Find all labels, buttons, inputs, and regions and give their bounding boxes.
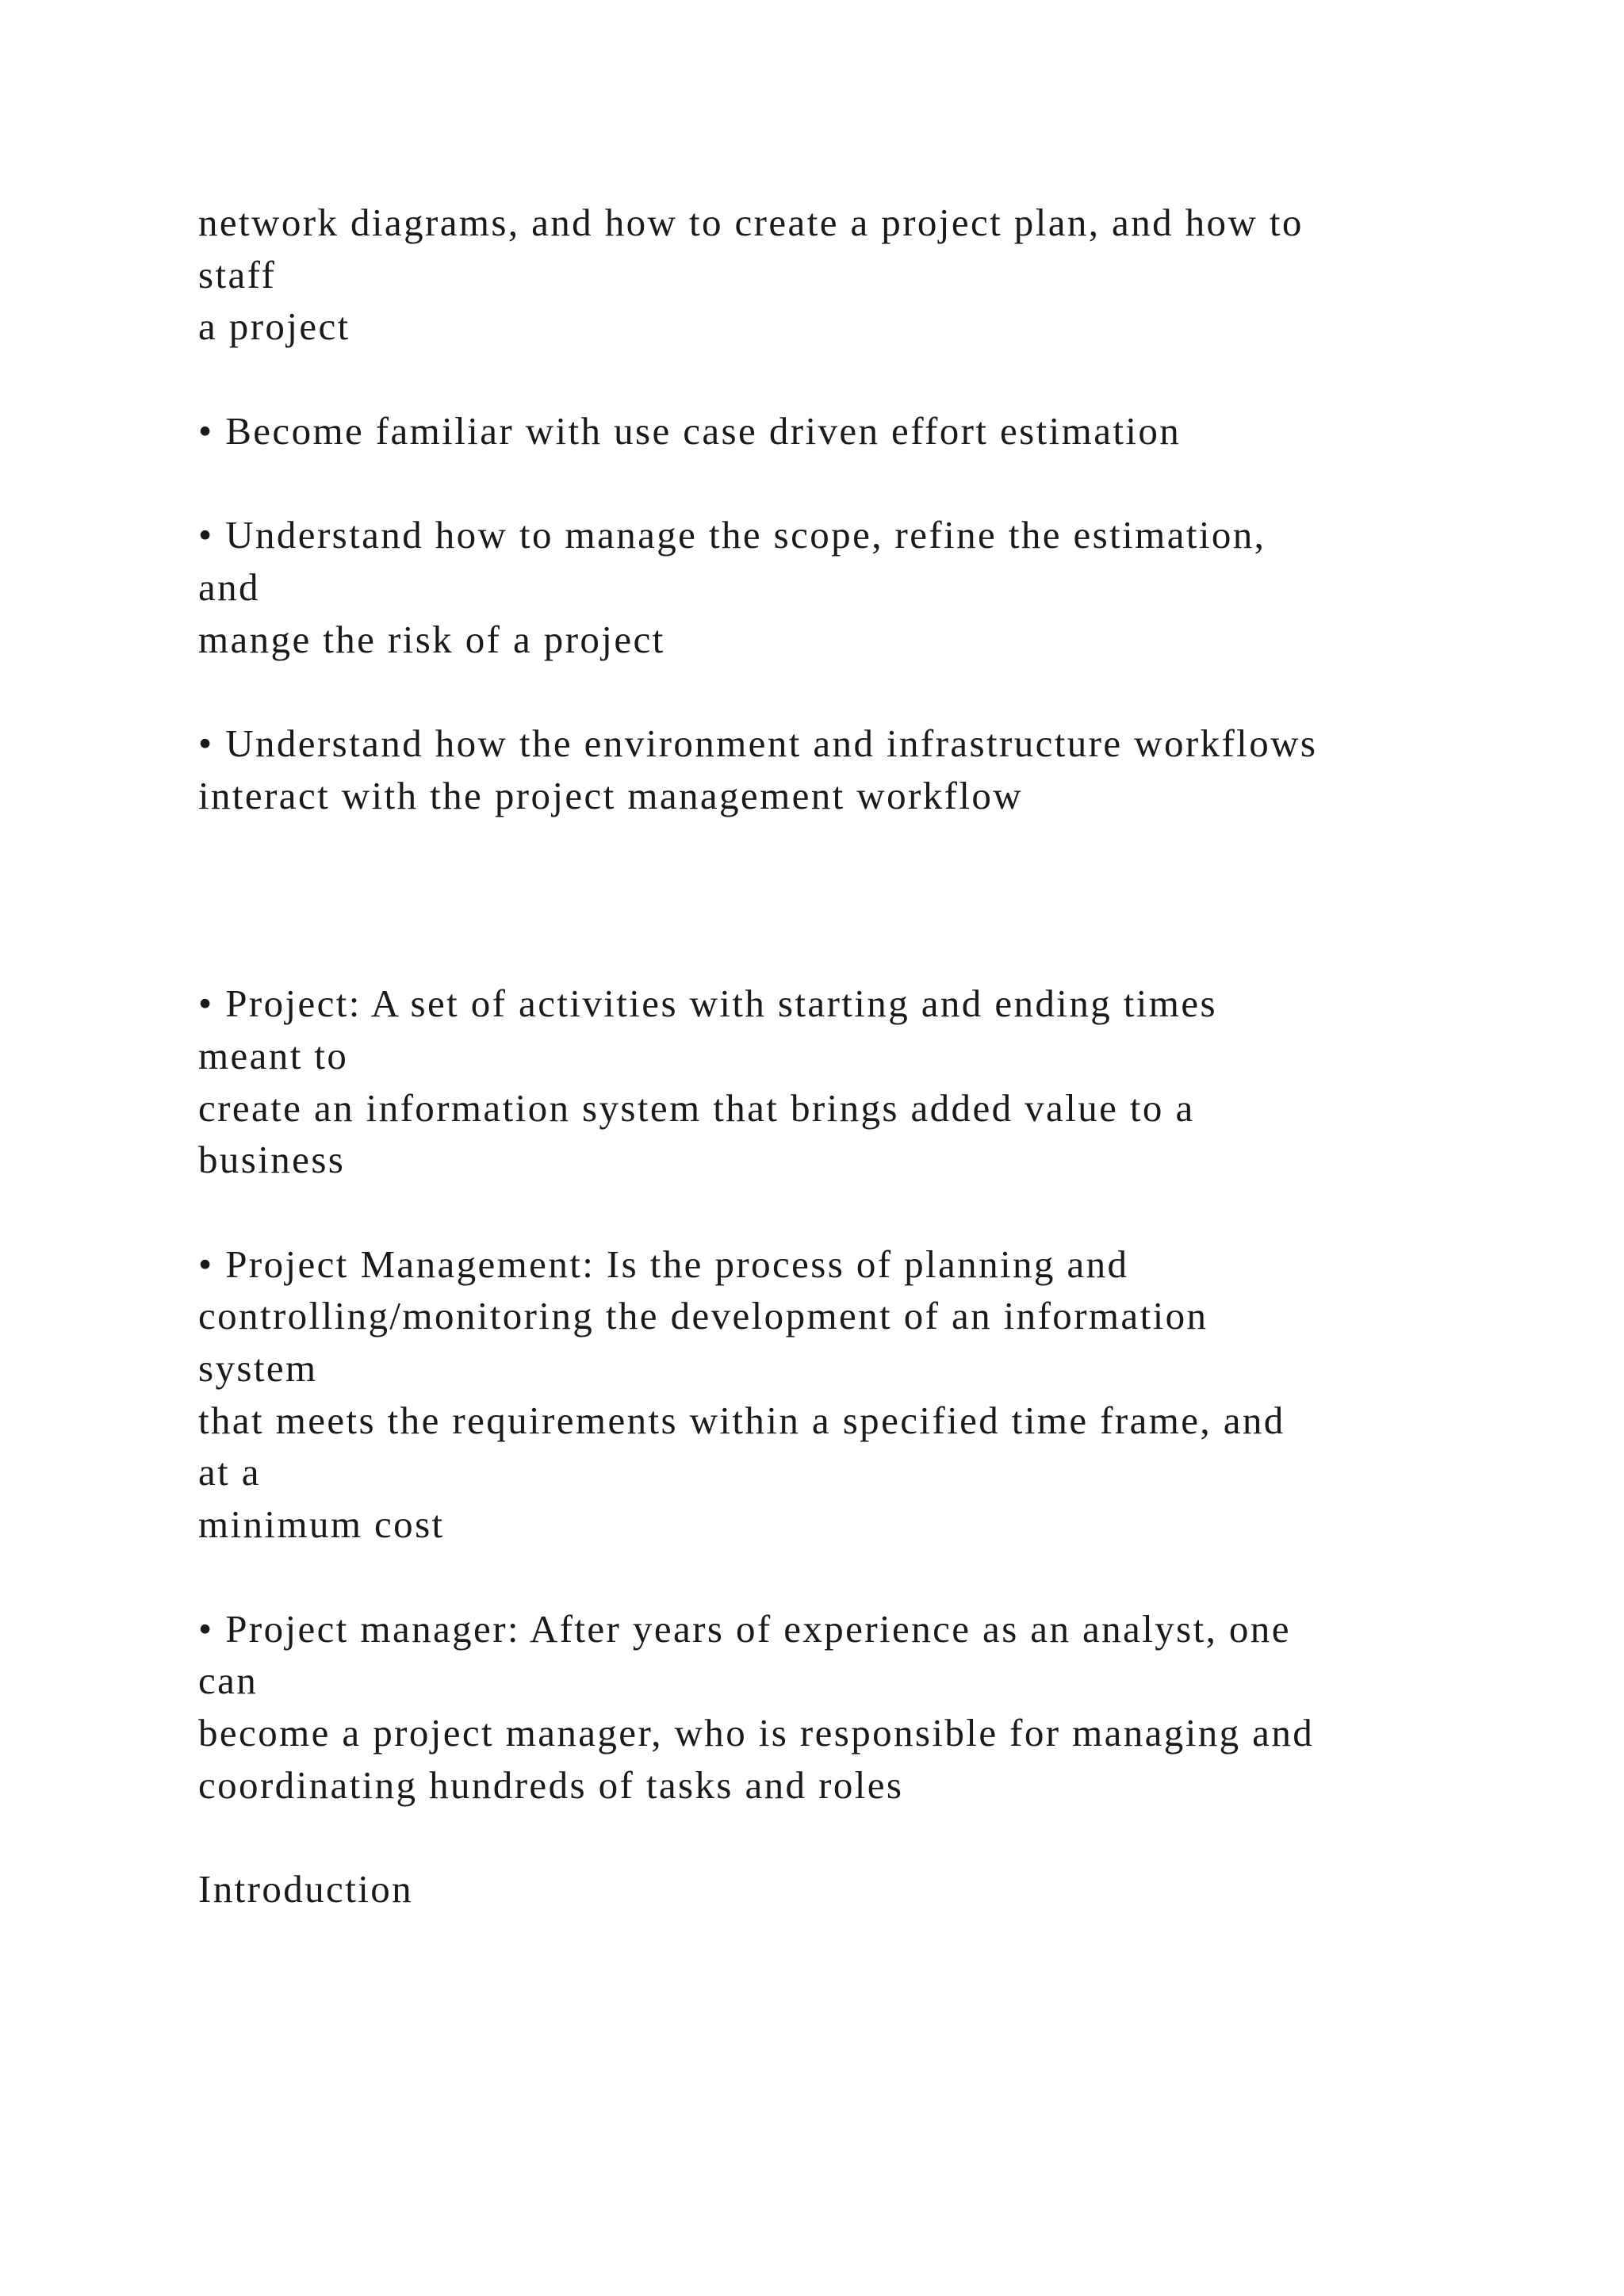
text-line: network diagrams, and how to create a project plan, and how to [198, 201, 1304, 244]
text-line: become a project manager, who is responsible for managing and [198, 1710, 1315, 1755]
bullet-item-workflows [198, 718, 1467, 821]
text-line: • Become familiar with use case driven effort estimation [198, 408, 1182, 453]
text-line: coordinating hundreds of tasks and roles [198, 1762, 904, 1807]
bullet-item-project-manager-definition [198, 1603, 1467, 1812]
text-line: a project [198, 304, 350, 349]
text-line: and [198, 564, 260, 609]
text-line: interact with the project management workflow [198, 773, 1024, 817]
text-line: system [198, 1346, 318, 1391]
objectives-continued-paragraph [198, 197, 1467, 353]
paragraph-gap [198, 665, 1467, 718]
text-line: mange the risk of a project [198, 617, 665, 661]
text-line: staff [198, 252, 277, 297]
text-line: meant to [198, 1033, 349, 1077]
text-line: create an information system that brings added value to a [198, 1085, 1195, 1130]
text-line: business [198, 1138, 346, 1182]
bullet-item-project-management-definition [198, 1238, 1467, 1551]
text-column [198, 197, 1467, 1915]
section-heading: Introduction [198, 1866, 414, 1911]
text-line: • Understand how the environment and infrastructure workflows [198, 721, 1318, 765]
bullet-item-scope-risk [198, 509, 1467, 665]
text-line: • Understand how to manage the scope, refine the estimation, [198, 513, 1266, 557]
bullet-item-project-definition [198, 978, 1467, 1186]
paragraph-gap [198, 1551, 1467, 1603]
text-line: • Project Management: Is the process of planning and [198, 1242, 1129, 1286]
paragraph-gap [198, 1186, 1467, 1238]
paragraph-gap [198, 353, 1467, 405]
text-line: • Project manager: After years of experience as an analyst, one [198, 1606, 1291, 1651]
paragraph-gap [198, 457, 1467, 509]
paragraph-gap [198, 1811, 1467, 1863]
bullet-item-effort-estimation [198, 405, 1467, 457]
section-gap [198, 821, 1467, 978]
text-line: can [198, 1659, 259, 1703]
text-line: that meets the requirements within a specified time frame, and [198, 1398, 1285, 1442]
text-line: • Project: A set of activities with starting and ending times [198, 982, 1217, 1026]
text-line: minimum cost [198, 1502, 445, 1547]
text-line: controlling/monitoring the development of an information [198, 1294, 1208, 1338]
text-line: at a [198, 1450, 261, 1494]
